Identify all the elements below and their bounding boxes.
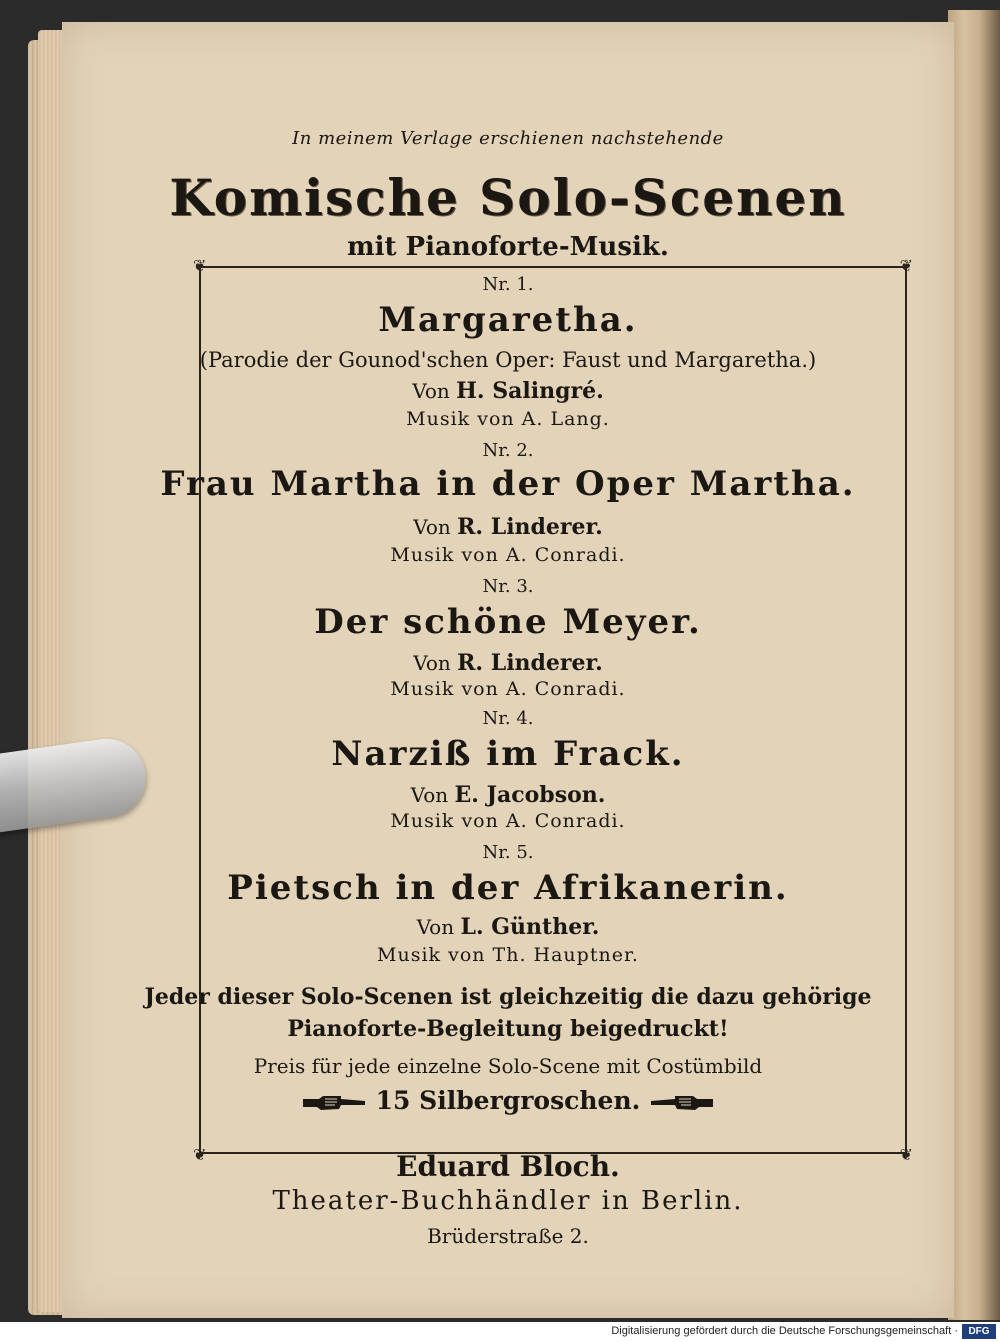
publisher-role: Theater-Buchhändler in Berlin. [272,1186,744,1216]
price-line: Preis für jede einzelne Solo-Scene mit Costümbild [253,1054,763,1078]
entry-number: Nr. 1. [482,274,534,295]
notice-line-1: Jeder dieser Solo-Scenen ist gleichzeitig die dazu gehörige [144,984,872,1010]
author-name: R. Linderer. [457,650,603,676]
author-name: L. Günther. [460,914,600,940]
entry-author-line [62,378,954,404]
pointing-hand-icon [649,1093,715,1113]
author-prefix: Von [416,915,455,939]
entry-note: (Parodie der Gounod'schen Oper: Faust und Margaretha.) [199,348,817,372]
notice-line-2: Pianoforte-Begleitung beigedruckt! [287,1016,729,1042]
entry-author-line [62,914,954,940]
entry-music-credit: Musik von A. Conradi. [390,544,626,566]
entry-title: Frau Martha in der Oper Martha. [160,464,856,504]
entry-number: Nr. 5. [482,842,534,863]
entry-title: Narziß im Frack. [331,734,685,774]
author-prefix: Von [412,379,450,403]
entry-title: Margaretha. [378,300,638,340]
entry-music-credit: Musik von A. Conradi. [390,810,626,832]
dfg-logo: DFG [962,1324,996,1339]
entry-author-line [62,514,954,540]
footer-credit: Digitalisierung gefördert durch die Deutsche Forschungsgemeinschaft · [611,1325,958,1337]
publisher-address: Brüderstraße 2. [427,1224,589,1248]
entry-music-credit: Musik von Th. Hauptner. [377,944,639,966]
entry-number: Nr. 3. [482,576,534,597]
entry-author-line [62,650,954,676]
page-content [62,22,954,1318]
entry-number: Nr. 4. [482,708,534,729]
author-name: H. Salingré. [456,378,604,404]
entry-music-credit: Musik von A. Conradi. [390,678,626,700]
entry-title: Der schöne Meyer. [314,602,702,642]
publisher-name: Eduard Bloch. [396,1150,620,1183]
author-prefix: Von [413,651,451,675]
book-page [62,22,954,1318]
entry-author-line [62,782,954,808]
ornamental-corner-icon: ❦ [899,1145,913,1164]
ornamental-corner-icon: ❦ [899,256,913,275]
entry-number: Nr. 2. [482,440,534,461]
page-subtitle: mit Pianoforte-Musik. [347,232,669,262]
entry-title: Pietsch in der Afrikanerin. [227,868,789,908]
intro-line: In meinem Verlage erschienen nachstehende [292,128,724,149]
ornamental-corner-icon: ❦ [193,256,207,275]
author-name: R. Linderer. [457,514,603,540]
pointing-hand-icon [301,1093,367,1113]
book-binding-edge [948,10,1000,1320]
author-name: E. Jacobson. [454,782,606,808]
author-prefix: Von [413,515,451,539]
author-prefix: Von [410,783,449,807]
price-amount: 15 Silbergroschen. [375,1086,641,1115]
footer-bar [0,1322,1000,1342]
entry-music-credit: Musik von A. Lang. [406,408,610,430]
ornamental-corner-icon: ❦ [193,1145,207,1164]
page-title: Komische Solo-Scenen [169,168,847,227]
price-amount-line [62,1086,954,1115]
